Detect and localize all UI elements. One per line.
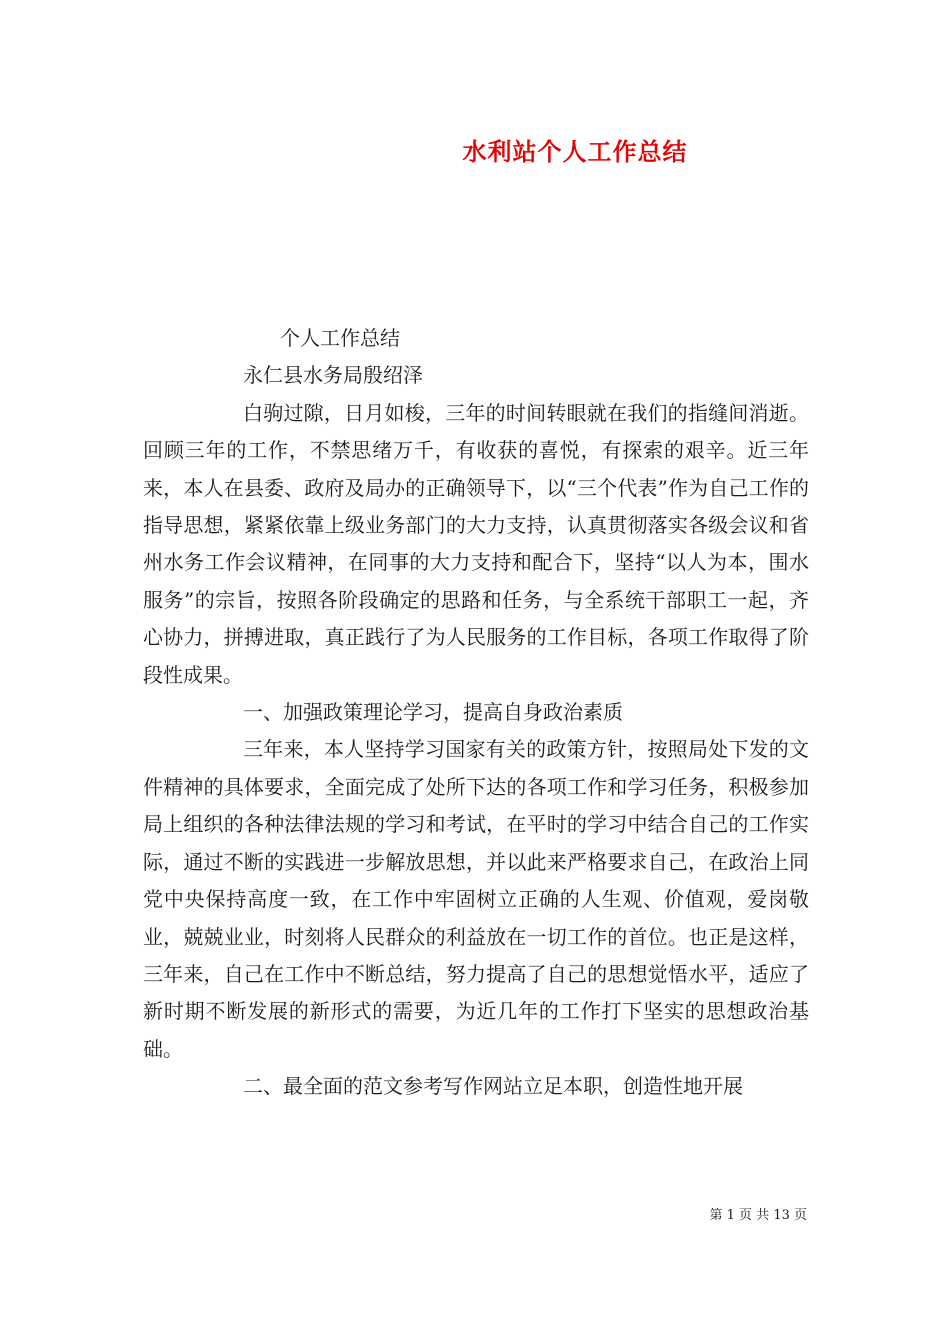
section-heading-2: 二、最全面的范文参考写作网站立足本职，创造性地开展 — [243, 1074, 743, 1099]
document-body — [143, 320, 809, 1106]
section-heading-1: 一、加强政策理论学习，提高自身政治素质 — [243, 700, 623, 725]
document-author: 永仁县水务局殷绍泽 — [243, 363, 423, 388]
page-number-footer: 第 1 页 共 13 页 — [709, 1208, 807, 1223]
document-title: 水利站个人工作总结 — [462, 137, 688, 166]
paragraph-section-1: 三年来，本人坚持学习国家有关的政策方针，按照局处下发的文件精神的具体要求，全面完成了处所下达的各项工作和学习任务，积极参加局上组织的各种法律法规的学习和考试，在平时的学习中结合自己的工作实际，通过不断的实践进一步解放思想，并以此来严格要求自己，在政治上同党中央保持高度一致，在工作中牢固树立正确的人生观、价值观，爱岗敬业，兢兢业业，时刻将人民群众的利益放在一切工作的首位。也正是这样，三年来，自己在工作中不断总结，努力提高了自己的思想觉悟水平，适应了新时期不断发展的新形式的需要，为近几年的工作打下坚实的思想政治基础。 — [143, 737, 809, 1061]
paragraph-intro: 白驹过隙，日月如梭，三年的时间转眼就在我们的指缝间消逝。回顾三年的工作，不禁思绪万千，有收获的喜悦，有探索的艰辛。近三年来，本人在县委、政府及局办的正确领导下，以“三个代表”作为自己工作的指导思想，紧紧依靠上级业务部门的大力支持，认真贯彻落实各级会议和省州水务工作会议精神，在同事的大力支持和配合下，坚持“以人为本，围水服务”的宗旨，按照各阶段确定的思路和任务，与全系统干部职工一起，齐心协力，拼搏进取，真正践行了为人民服务的工作目标，各项工作取得了阶段性成果。 — [143, 400, 809, 687]
document-subtitle: 个人工作总结 — [280, 326, 400, 350]
